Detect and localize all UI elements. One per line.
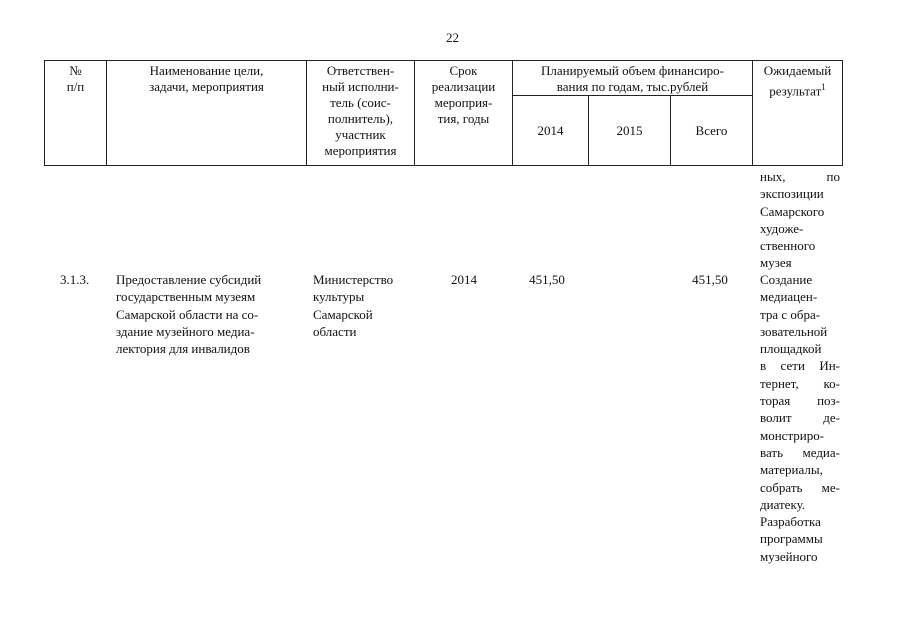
header-responsible-line: Ответствен- (326, 63, 395, 78)
responsible-line: Министерство (313, 272, 394, 287)
activity-line: Предоставление субсидий (116, 272, 262, 287)
header-responsible-line: участник (335, 127, 386, 142)
header-number-label: п/п (66, 79, 85, 94)
row-number: 3.1.3. (60, 272, 90, 287)
result-line: тернет, ко- (760, 375, 840, 391)
result-line: ных, по (760, 169, 840, 184)
result-line: собрать ме- (760, 479, 840, 495)
header-result (753, 61, 843, 166)
result-line: волит де- (760, 410, 840, 426)
header-number-sign: № (69, 63, 82, 78)
result-line: программы (760, 531, 823, 547)
row-term: 2014 (451, 272, 477, 287)
result-line: музейного (760, 548, 818, 564)
header-result-line: Ожидаемый (763, 63, 832, 78)
result-line: Создание (760, 272, 813, 287)
header-result-line (755, 79, 840, 99)
table-header (44, 60, 843, 166)
activity-line: лектория для инвалидов (116, 341, 250, 357)
result-line: монстриро- (760, 427, 825, 443)
header-year-2014: 2014 (513, 96, 589, 166)
header-responsible-line: мероприятия (324, 143, 397, 158)
header-responsible-line: ный исполни- (322, 79, 399, 94)
result-line: медиацен- (760, 289, 818, 305)
header-responsible-line: тель (соис- (330, 95, 391, 110)
header-result-label: результат (769, 83, 822, 99)
header-term-line: реализации (431, 79, 496, 94)
result-line: зовательной (760, 323, 828, 339)
result-line: вать медиа- (760, 444, 840, 460)
header-year-2015: 2015 (589, 96, 671, 166)
row-expected-result (760, 271, 840, 565)
result-line: художе- (760, 220, 804, 236)
responsible-line: области (313, 323, 357, 339)
result-line: тра с обра- (760, 306, 821, 322)
activity-line: государственным музеям (116, 289, 256, 305)
activity-line: Самарской области на со- (116, 306, 259, 322)
result-line: площадкой (760, 341, 822, 357)
responsible-line: Самарской (313, 306, 373, 322)
result-line: ственного (760, 238, 816, 254)
previous-result-continuation (760, 168, 840, 272)
header-term-line: Срок (449, 63, 478, 78)
row-amount-2014: 451,50 (529, 272, 565, 287)
result-line: в сети Ин- (760, 358, 840, 374)
footnote-marker: 1 (821, 82, 826, 92)
result-line: Разработка (760, 514, 821, 530)
header-responsible (307, 61, 415, 166)
row-amount-total: 451,50 (692, 272, 728, 287)
header-funding-line: вания по годам, тыс.рублей (556, 79, 709, 94)
header-funding-line: Планируемый объем финансиро- (540, 63, 725, 78)
header-term-line: тия, годы (437, 111, 490, 126)
header-name (107, 61, 307, 166)
header-funding (513, 61, 753, 96)
header-number (45, 61, 107, 166)
header-name-label: Наименование цели, задачи, мероприятия (149, 63, 264, 94)
result-line: диатеку. (760, 496, 806, 512)
result-line: экспозиции (760, 186, 824, 202)
row-activity-name (116, 271, 306, 357)
activity-line: здание музейного медиа- (116, 323, 255, 339)
page-number: 22 (446, 30, 459, 45)
result-line: торая поз- (760, 393, 840, 409)
result-line: музея (760, 255, 792, 271)
header-term-line: мероприя- (434, 95, 493, 110)
result-line: материалы, (760, 462, 823, 478)
row-responsible (313, 271, 413, 340)
responsible-line: культуры (313, 289, 365, 305)
header-responsible-line: полнитель), (327, 111, 394, 126)
header-total: Всего (671, 96, 753, 166)
result-line: Самарского (760, 203, 825, 219)
header-term (415, 61, 513, 166)
